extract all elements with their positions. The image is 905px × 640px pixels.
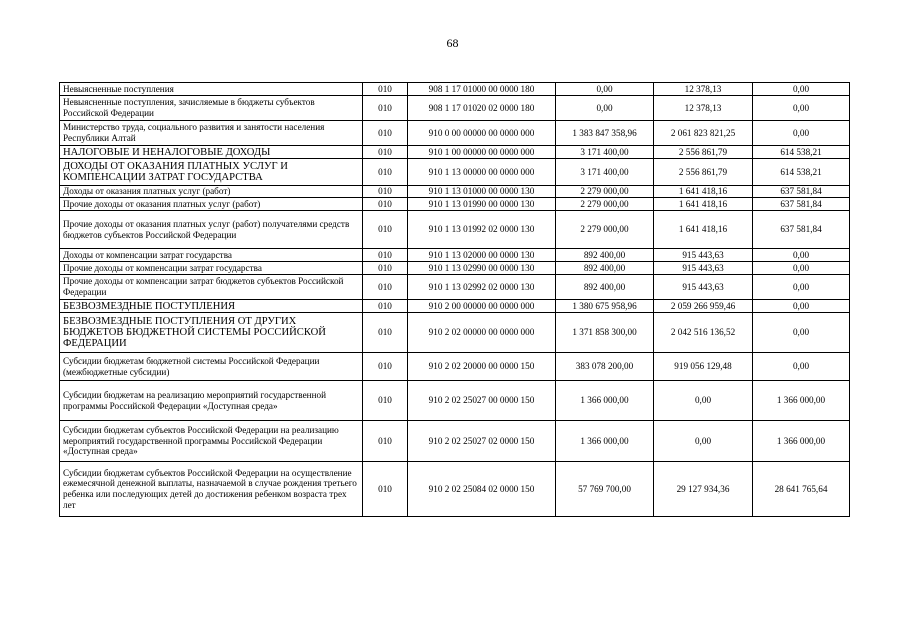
actual-amount-cell: 1 641 418,16 <box>654 211 753 249</box>
table-row <box>60 353 850 381</box>
remainder-amount-cell: 0,00 <box>753 96 850 121</box>
name-cell: Прочие доходы от оказания платных услуг (работ) <box>60 198 363 211</box>
admin-code-cell: 010 <box>363 146 408 159</box>
budget-code-cell: 910 0 00 00000 00 0000 000 <box>408 121 556 146</box>
admin-code-cell: 010 <box>363 275 408 300</box>
actual-amount-cell: 0,00 <box>654 381 753 421</box>
admin-code-cell: 010 <box>363 121 408 146</box>
actual-amount-cell: 1 641 418,16 <box>654 198 753 211</box>
remainder-amount-cell: 0,00 <box>753 262 850 275</box>
admin-code-cell: 010 <box>363 159 408 186</box>
admin-code-cell: 010 <box>363 421 408 462</box>
planned-amount-cell: 3 171 400,00 <box>556 159 654 186</box>
budget-code-cell: 910 2 02 25084 02 0000 150 <box>408 462 556 517</box>
admin-code-cell: 010 <box>363 83 408 96</box>
admin-code-cell: 010 <box>363 262 408 275</box>
table-row <box>60 146 850 159</box>
name-cell: Доходы от компенсации затрат государства <box>60 249 363 262</box>
actual-amount-cell: 2 042 516 136,52 <box>654 313 753 353</box>
remainder-amount-cell: 1 366 000,00 <box>753 381 850 421</box>
actual-amount-cell: 919 056 129,48 <box>654 353 753 381</box>
remainder-amount-cell: 614 538,21 <box>753 146 850 159</box>
planned-amount-cell: 892 400,00 <box>556 275 654 300</box>
admin-code-cell: 010 <box>363 300 408 313</box>
planned-amount-cell: 892 400,00 <box>556 262 654 275</box>
actual-amount-cell: 29 127 934,36 <box>654 462 753 517</box>
admin-code-cell: 010 <box>363 381 408 421</box>
admin-code-cell: 010 <box>363 249 408 262</box>
budget-code-cell: 910 1 13 01992 02 0000 130 <box>408 211 556 249</box>
budget-code-cell: 910 2 02 25027 02 0000 150 <box>408 421 556 462</box>
table-row <box>60 96 850 121</box>
budget-code-cell: 910 1 13 01000 00 0000 130 <box>408 186 556 198</box>
remainder-amount-cell: 0,00 <box>753 353 850 381</box>
budget-code-cell: 910 2 02 25027 00 0000 150 <box>408 381 556 421</box>
remainder-amount-cell: 637 581,84 <box>753 198 850 211</box>
name-cell: Субсидии бюджетам на реализацию мероприятий государственной программы Российской Федерации «Доступная среда» <box>60 381 363 421</box>
actual-amount-cell: 12 378,13 <box>654 96 753 121</box>
budget-code-cell: 910 1 00 00000 00 0000 000 <box>408 146 556 159</box>
remainder-amount-cell: 1 366 000,00 <box>753 421 850 462</box>
remainder-amount-cell: 637 581,84 <box>753 186 850 198</box>
planned-amount-cell: 0,00 <box>556 96 654 121</box>
name-cell: Прочие доходы от оказания платных услуг (работ) получателями средств бюджетов субъектов Российской Федерации <box>60 211 363 249</box>
planned-amount-cell: 892 400,00 <box>556 249 654 262</box>
name-cell: Прочие доходы от компенсации затрат бюджетов субъектов Российской Федерации <box>60 275 363 300</box>
table-row <box>60 198 850 211</box>
budget-code-cell: 910 2 00 00000 00 0000 000 <box>408 300 556 313</box>
planned-amount-cell: 1 371 858 300,00 <box>556 313 654 353</box>
table-row <box>60 262 850 275</box>
actual-amount-cell: 12 378,13 <box>654 83 753 96</box>
table-row <box>60 462 850 517</box>
remainder-amount-cell: 0,00 <box>753 300 850 313</box>
budget-code-cell: 910 2 02 20000 00 0000 150 <box>408 353 556 381</box>
page-number: 68 <box>446 36 459 50</box>
admin-code-cell: 010 <box>363 462 408 517</box>
table-row <box>60 275 850 300</box>
admin-code-cell: 010 <box>363 211 408 249</box>
planned-amount-cell: 2 279 000,00 <box>556 186 654 198</box>
planned-amount-cell: 1 380 675 958,96 <box>556 300 654 313</box>
table-row <box>60 249 850 262</box>
remainder-amount-cell: 0,00 <box>753 83 850 96</box>
remainder-amount-cell: 614 538,21 <box>753 159 850 186</box>
actual-amount-cell: 1 641 418,16 <box>654 186 753 198</box>
actual-amount-cell: 2 059 266 959,46 <box>654 300 753 313</box>
admin-code-cell: 010 <box>363 353 408 381</box>
actual-amount-cell: 2 556 861,79 <box>654 146 753 159</box>
name-cell: БЕЗВОЗМЕЗДНЫЕ ПОСТУПЛЕНИЯ <box>60 300 363 313</box>
name-cell: Субсидии бюджетам субъектов Российской Федерации на реализацию мероприятий государственной программы Российской Федерации «Доступная среда» <box>60 421 363 462</box>
name-cell: Министерство труда, социального развития и занятости населения Республики Алтай <box>60 121 363 146</box>
planned-amount-cell: 2 279 000,00 <box>556 211 654 249</box>
name-cell: ДОХОДЫ ОТ ОКАЗАНИЯ ПЛАТНЫХ УСЛУГ И КОМПЕНСАЦИИ ЗАТРАТ ГОСУДАРСТВА <box>60 159 363 186</box>
budget-code-cell: 910 1 13 01990 00 0000 130 <box>408 198 556 211</box>
budget-code-cell: 910 1 13 02000 00 0000 130 <box>408 249 556 262</box>
remainder-amount-cell: 28 641 765,64 <box>753 462 850 517</box>
table-row <box>60 300 850 313</box>
planned-amount-cell: 2 279 000,00 <box>556 198 654 211</box>
planned-amount-cell: 57 769 700,00 <box>556 462 654 517</box>
name-cell: БЕЗВОЗМЕЗДНЫЕ ПОСТУПЛЕНИЯ ОТ ДРУГИХ БЮДЖЕТОВ БЮДЖЕТНОЙ СИСТЕМЫ РОССИЙСКОЙ ФЕДЕРАЦИИ <box>60 313 363 353</box>
admin-code-cell: 010 <box>363 313 408 353</box>
planned-amount-cell: 1 383 847 358,96 <box>556 121 654 146</box>
budget-code-cell: 910 1 13 02990 00 0000 130 <box>408 262 556 275</box>
table-row <box>60 421 850 462</box>
planned-amount-cell: 1 366 000,00 <box>556 421 654 462</box>
table-row <box>60 121 850 146</box>
actual-amount-cell: 915 443,63 <box>654 249 753 262</box>
name-cell: Прочие доходы от компенсации затрат государства <box>60 262 363 275</box>
table-row <box>60 313 850 353</box>
planned-amount-cell: 1 366 000,00 <box>556 381 654 421</box>
admin-code-cell: 010 <box>363 198 408 211</box>
name-cell: НАЛОГОВЫЕ И НЕНАЛОГОВЫЕ ДОХОДЫ <box>60 146 363 159</box>
actual-amount-cell: 915 443,63 <box>654 262 753 275</box>
name-cell: Субсидии бюджетам бюджетной системы Российской Федерации (межбюджетные субсидии) <box>60 353 363 381</box>
remainder-amount-cell: 637 581,84 <box>753 211 850 249</box>
table-row <box>60 211 850 249</box>
actual-amount-cell: 915 443,63 <box>654 275 753 300</box>
name-cell: Невыясненные поступления <box>60 83 363 96</box>
remainder-amount-cell: 0,00 <box>753 249 850 262</box>
name-cell: Невыясненные поступления, зачисляемые в бюджеты субъектов Российской Федерации <box>60 96 363 121</box>
remainder-amount-cell: 0,00 <box>753 121 850 146</box>
name-cell: Субсидии бюджетам субъектов Российской Федерации на осуществление ежемесячной денежной выплаты, назначаемой в случае рождения третьего ребенка или последующих детей до достижения ребенком возраста трех лет <box>60 462 363 517</box>
budget-code-cell: 908 1 17 01000 00 0000 180 <box>408 83 556 96</box>
budget-code-cell: 908 1 17 01020 02 0000 180 <box>408 96 556 121</box>
actual-amount-cell: 2 061 823 821,25 <box>654 121 753 146</box>
budget-code-cell: 910 1 13 00000 00 0000 000 <box>408 159 556 186</box>
admin-code-cell: 010 <box>363 96 408 121</box>
table-row <box>60 83 850 96</box>
table-row <box>60 381 850 421</box>
planned-amount-cell: 0,00 <box>556 83 654 96</box>
budget-code-cell: 910 2 02 00000 00 0000 000 <box>408 313 556 353</box>
remainder-amount-cell: 0,00 <box>753 313 850 353</box>
table-row <box>60 186 850 198</box>
remainder-amount-cell: 0,00 <box>753 275 850 300</box>
planned-amount-cell: 383 078 200,00 <box>556 353 654 381</box>
admin-code-cell: 010 <box>363 186 408 198</box>
planned-amount-cell: 3 171 400,00 <box>556 146 654 159</box>
budget-code-cell: 910 1 13 02992 02 0000 130 <box>408 275 556 300</box>
table-row <box>60 159 850 186</box>
actual-amount-cell: 2 556 861,79 <box>654 159 753 186</box>
actual-amount-cell: 0,00 <box>654 421 753 462</box>
budget-table <box>59 82 850 517</box>
name-cell: Доходы от оказания платных услуг (работ) <box>60 186 363 198</box>
budget-table-body <box>60 83 850 517</box>
